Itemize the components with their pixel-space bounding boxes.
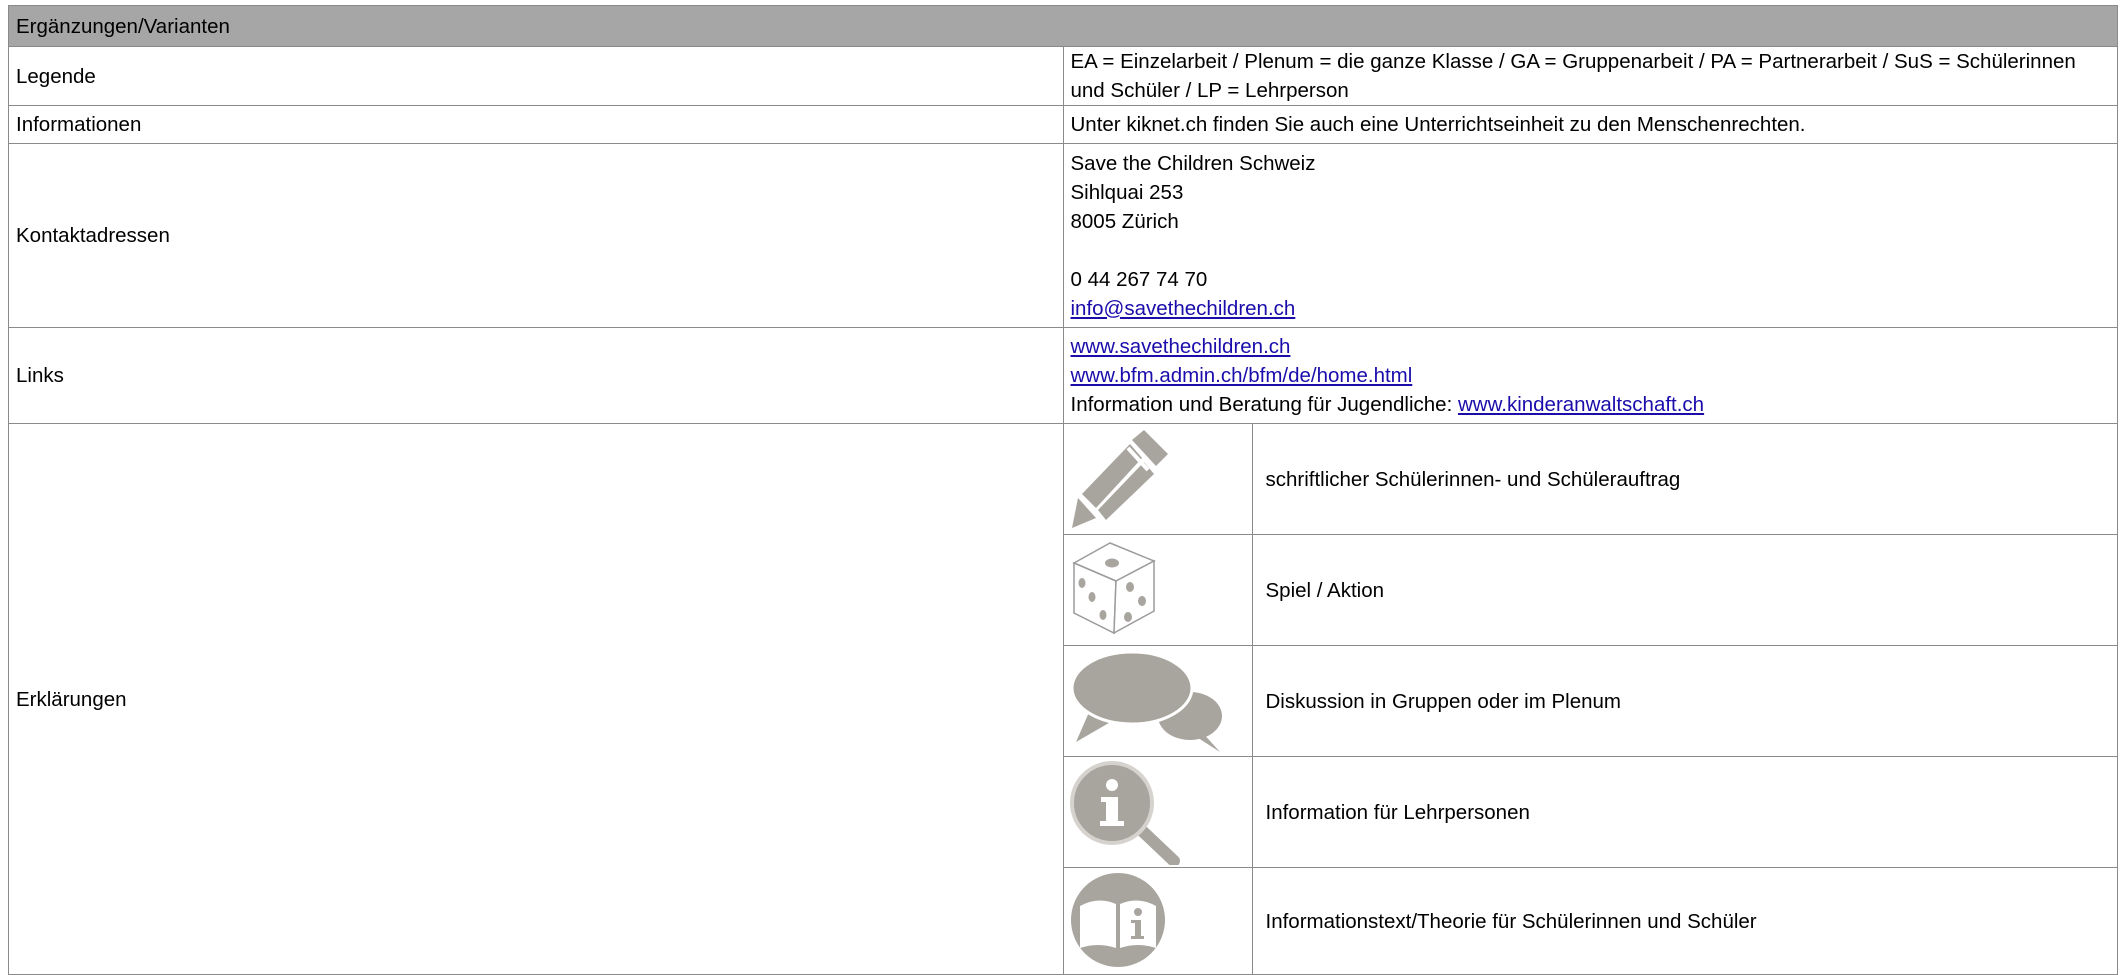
row-legende	[9, 47, 2118, 106]
row-label-legende: Legende	[9, 47, 1064, 106]
link-bfm[interactable]: www.bfm.admin.ch/bfm/de/home.html	[1070, 364, 1413, 387]
kontakt-city: 8005 Zürich	[1070, 209, 1179, 233]
book-info-icon	[1064, 868, 1253, 975]
kontakt-email-link[interactable]: info@savethechildren.ch	[1070, 296, 1296, 320]
erklaerung-text: Diskussion in Gruppen oder im Plenum	[1252, 646, 2117, 757]
link-kinderanwaltschaft[interactable]: www.kinderanwaltschaft.ch	[1457, 393, 1705, 416]
erklaerung-row	[1064, 646, 2118, 757]
erklaerung-text: Spiel / Aktion	[1252, 535, 2117, 646]
legende-text: EA = Einzelarbeit / Plenum = die ganze Klasse / GA = Gruppenarbeit / PA = Partnerarbeit / SuS = Schülerinnen und Schüler / LP = Lehrperson	[1063, 47, 2118, 106]
row-kontaktadressen	[9, 144, 2118, 328]
table-header: Ergänzungen/Varianten	[9, 6, 2118, 47]
table-header-row	[9, 6, 2118, 47]
row-label-kontaktadressen: Kontaktadressen	[9, 144, 1064, 328]
row-erklaerungen	[9, 424, 2118, 975]
kontakt-phone: 0 44 267 74 70	[1070, 267, 1208, 291]
info-table	[8, 5, 2118, 975]
kontakt-block	[1063, 144, 2118, 328]
kontakt-spacer	[1071, 236, 2111, 265]
erklaerungen-cell	[1063, 424, 2118, 975]
erklaerung-text: Information für Lehrpersonen	[1252, 757, 2117, 868]
erklaerung-row	[1064, 757, 2118, 868]
info-magnifier-icon	[1064, 757, 1253, 868]
erklaerung-row	[1064, 535, 2118, 646]
erklaerung-text: Informationstext/Theorie für Schülerinnen und Schüler	[1265, 909, 1757, 933]
erklaerungen-table	[1064, 424, 2118, 974]
erklaerung-row	[1064, 424, 2118, 535]
dice-icon	[1064, 535, 1253, 646]
links-block	[1063, 328, 2118, 424]
kontakt-street: Sihlquai 253	[1070, 180, 1184, 204]
informationen-text: Unter kiknet.ch finden Sie auch eine Unterrichtseinheit zu den Menschenrechten.	[1063, 106, 2118, 144]
row-label-links: Links	[9, 328, 1064, 424]
speech-bubbles-icon	[1064, 646, 1253, 757]
row-informationen	[9, 106, 2118, 144]
erklaerung-row	[1064, 868, 2118, 975]
row-label-informationen: Informationen	[9, 106, 1064, 144]
kontakt-org: Save the Children Schweiz	[1070, 151, 1316, 175]
links-info-prefix: Information und Beratung für Jugendliche:	[1070, 393, 1458, 416]
document	[8, 5, 2118, 975]
pencil-icon	[1064, 424, 1253, 535]
link-savethechildren[interactable]: www.savethechildren.ch	[1070, 335, 1291, 358]
row-links	[9, 328, 2118, 424]
row-label-erklaerungen: Erklärungen	[9, 424, 1064, 975]
erklaerung-text: schriftlicher Schülerinnen- und Schülerauftrag	[1252, 424, 2117, 535]
